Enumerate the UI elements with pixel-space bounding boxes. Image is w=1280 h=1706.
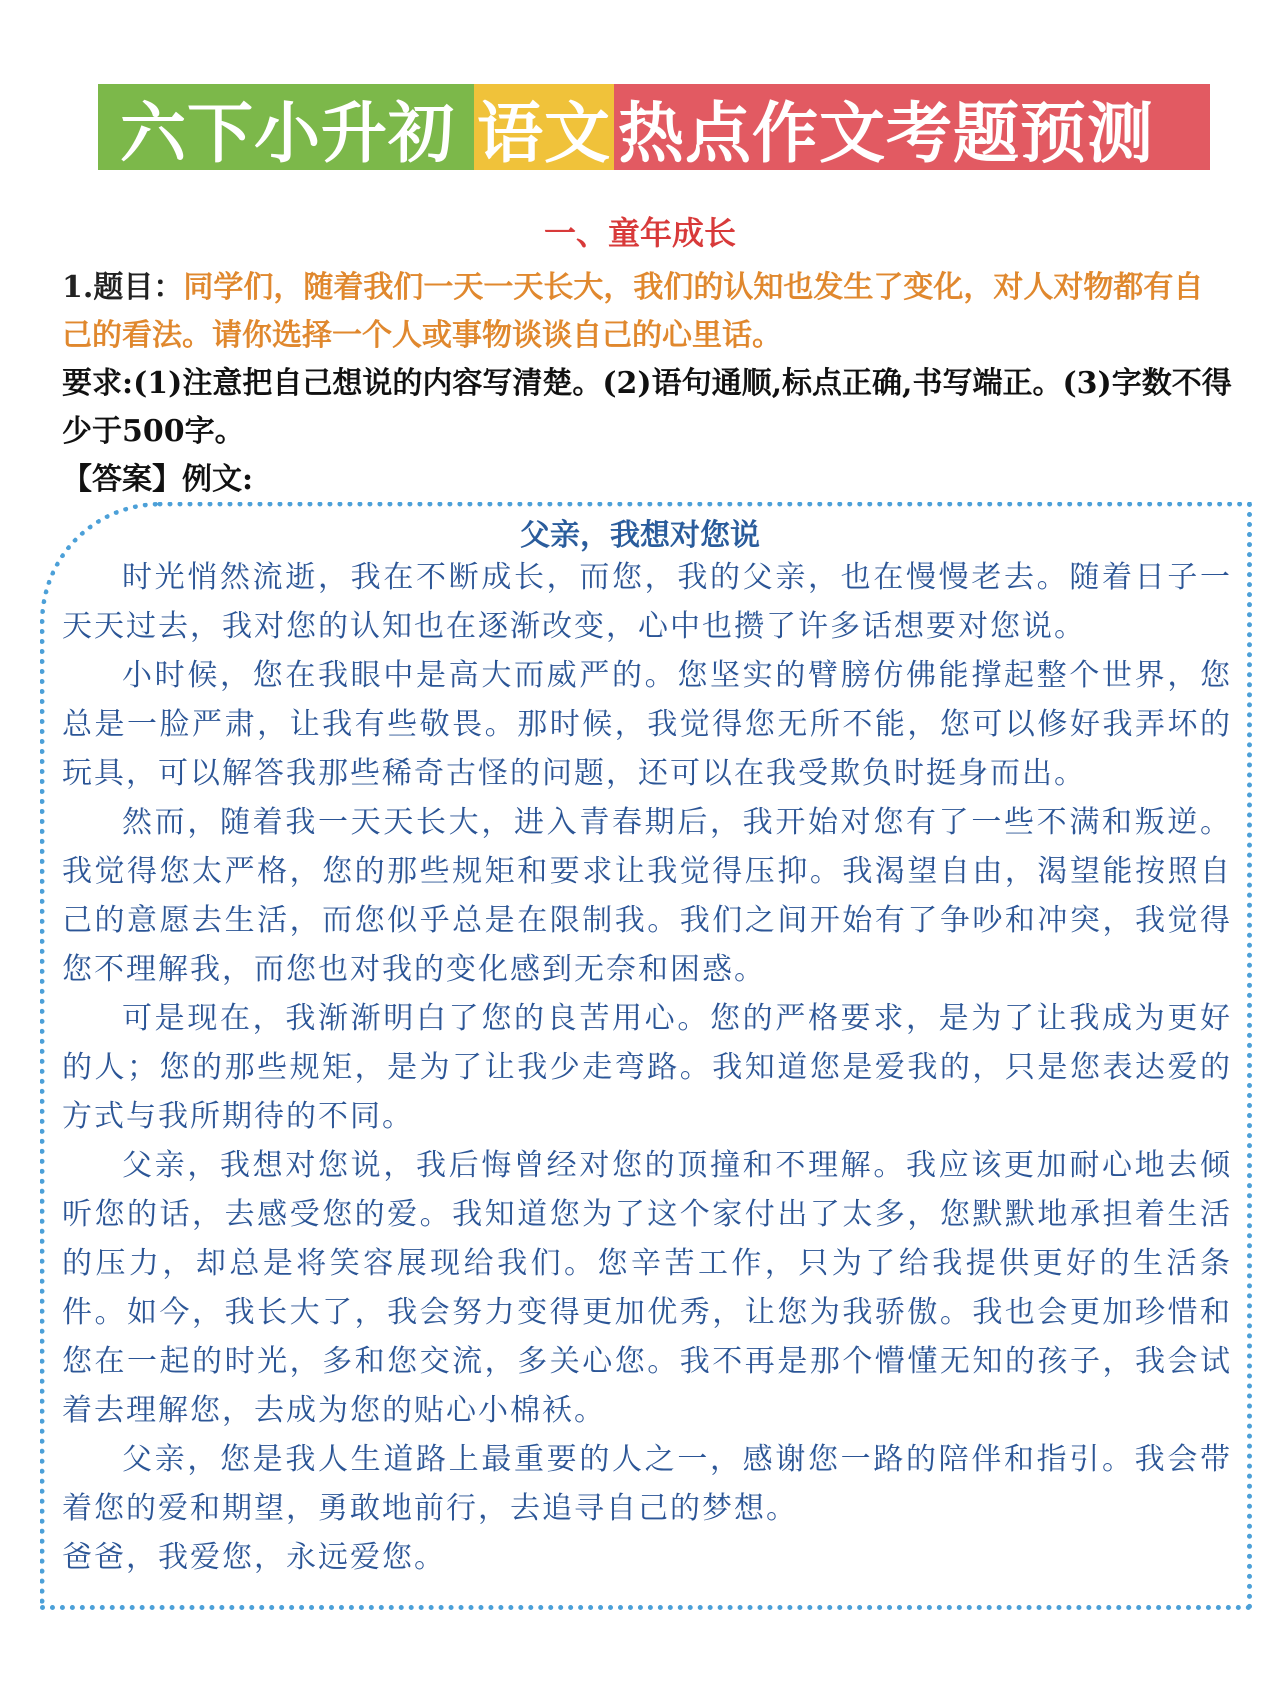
essay-paragraph: 可是现在，我渐渐明白了您的良苦用心。您的严格要求，是为了让我成为更好的人；您的那些规矩，是为了让我少走弯路。我知道您是爱我的，只是您表达爱的方式与我所期待的不同。 <box>62 1001 1232 1134</box>
essay-title: 父亲，我想对您说 <box>520 518 760 553</box>
banner-segment-grade: 六下小升初 <box>98 84 474 170</box>
requirements-text: 要求:(1)注意把自己想说的内容写清楚。(2)语句通顺,标点正确,书写端正。(3)字数不得少于500字。 <box>62 366 1232 449</box>
essay-paragraph: 小时候，您在我眼中是高大而威严的。您坚实的臂膀仿佛能撑起整个世界，您总是一脸严肃，让我有些敬畏。那时候，我觉得您无所不能，您可以修好我弄坏的玩具，可以解答我那些稀奇古怪的问题，还可以在我受欺负时挺身而出。 <box>62 658 1232 791</box>
essay-paragraph: 时光悄然流逝，我在不断成长，而您，我的父亲，也在慢慢老去。随着日子一天天过去，我对您的认知也在逐渐改变，心中也攒了许多话想要对您说。 <box>62 560 1232 644</box>
answer-label: 【答案】例文: <box>62 462 254 497</box>
essay-closing: 爸爸，我爱您，永远爱您。 <box>62 1540 446 1575</box>
essay-body <box>62 553 1232 1582</box>
section-title: 一、童年成长 <box>543 214 736 252</box>
header-banner <box>98 84 1210 170</box>
essay-paragraph: 父亲，您是我人生道路上最重要的人之一，感谢您一路的陪伴和指引。我会带着您的爱和期望，勇敢地前行，去追寻自己的梦想。 <box>62 1442 1232 1526</box>
essay-paragraph: 父亲，我想对您说，我后悔曾经对您的顶撞和不理解。我应该更加耐心地去倾听您的话，去感受您的爱。我知道您为了这个家付出了太多，您默默地承担着生活的压力，却总是将笑容展现给我们。您辛苦工作，只为了给我提供更好的生活条件。如今，我长大了，我会努力变得更加优秀，让您为我骄傲。我也会更加珍惜和您在一起的时光，多和您交流，多关心您。我不再是那个懵懂无知的孩子，我会试着去理解您，去成为您的贴心小棉袄。 <box>62 1148 1232 1428</box>
banner-segment-topic: 热点作文考题预测 <box>614 84 1210 170</box>
question-block <box>62 264 1232 360</box>
essay-paragraph: 然而，随着我一天天长大，进入青春期后，我开始对您有了一些不满和叛逆。我觉得您太严格，您的那些规矩和要求让我觉得压抑。我渴望自由，渴望能按照自己的意愿去生活，而您似乎总是在限制我。我们之间开始有了争吵和冲突，我觉得您不理解我，而您也对我的变化感到无奈和困惑。 <box>62 805 1232 987</box>
question-label: 1.题目： <box>62 270 184 305</box>
banner-segment-subject: 语文 <box>474 84 614 170</box>
question-text: 同学们，随着我们一天一天长大，我们的认知也发生了变化，对人对物都有自己的看法。请你选择一个人或事物谈谈自己的心里话。 <box>62 270 1204 353</box>
